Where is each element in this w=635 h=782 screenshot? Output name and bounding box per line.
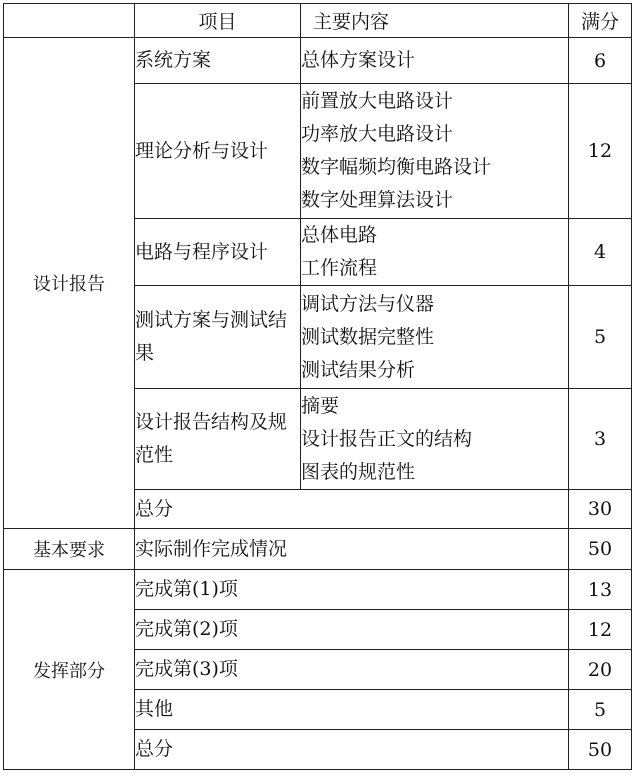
score-cell: 6 xyxy=(569,38,632,84)
category-design-report: 设计报告 xyxy=(4,38,135,529)
content-line: 调试方法与仪器 xyxy=(301,292,435,315)
score-cell: 12 xyxy=(569,610,632,650)
score-cell: 13 xyxy=(569,570,632,610)
content-cell xyxy=(301,389,569,490)
item-cell: 设计报告结构及规范性 xyxy=(135,389,301,490)
category-extension: 发挥部分 xyxy=(4,570,135,770)
score-cell: 3 xyxy=(569,389,632,490)
total-score: 50 xyxy=(569,730,632,770)
item-cell: 测试方案与测试结果 xyxy=(135,286,301,389)
header-item: 项目 xyxy=(135,4,301,38)
score-cell: 12 xyxy=(569,84,632,219)
item-cell: 实际制作完成情况 xyxy=(135,529,569,570)
content-line: 测试结果分析 xyxy=(301,358,416,381)
content-line: 设计报告正文的结构 xyxy=(301,427,473,450)
item-cell: 完成第(2)项 xyxy=(135,610,569,650)
content-line: 数字幅频均衡电路设计 xyxy=(301,156,492,178)
table-row xyxy=(4,570,632,610)
table-row xyxy=(4,529,632,570)
item-cell: 完成第(3)项 xyxy=(135,650,569,690)
content-line: 工作流程 xyxy=(301,257,378,279)
content-cell xyxy=(301,286,569,389)
score-cell: 5 xyxy=(569,286,632,389)
item-cell: 完成第(1)项 xyxy=(135,570,569,610)
content-cell xyxy=(301,38,569,84)
content-line: 摘要 xyxy=(301,394,340,417)
header-content: 主要内容 xyxy=(301,4,569,38)
total-label: 总分 xyxy=(135,730,569,770)
header-category-cell xyxy=(4,4,135,38)
score-cell: 20 xyxy=(569,650,632,690)
content-cell xyxy=(301,219,569,286)
score-cell: 5 xyxy=(569,690,632,730)
item-cell: 其他 xyxy=(135,690,569,730)
score-cell: 4 xyxy=(569,219,632,286)
table-header-row xyxy=(4,4,632,38)
content-cell xyxy=(301,84,569,219)
content-line: 功率放大电路设计 xyxy=(301,123,454,145)
header-score: 满分 xyxy=(569,4,632,38)
content-line: 总体方案设计 xyxy=(301,49,416,71)
item-cell: 电路与程序设计 xyxy=(135,219,301,286)
total-score: 30 xyxy=(569,490,632,529)
content-line: 测试数据完整性 xyxy=(301,325,435,348)
item-cell: 理论分析与设计 xyxy=(135,84,301,219)
total-label: 总分 xyxy=(135,490,569,529)
category-basic: 基本要求 xyxy=(4,529,135,570)
item-cell: 系统方案 xyxy=(135,38,301,84)
table-row xyxy=(4,38,632,84)
grading-table xyxy=(3,3,632,770)
content-line: 总体电路 xyxy=(301,224,378,246)
content-line: 图表的规范性 xyxy=(301,460,416,483)
content-line: 数字处理算法设计 xyxy=(301,189,454,211)
content-line: 前置放大电路设计 xyxy=(301,90,454,112)
score-cell: 50 xyxy=(569,529,632,570)
